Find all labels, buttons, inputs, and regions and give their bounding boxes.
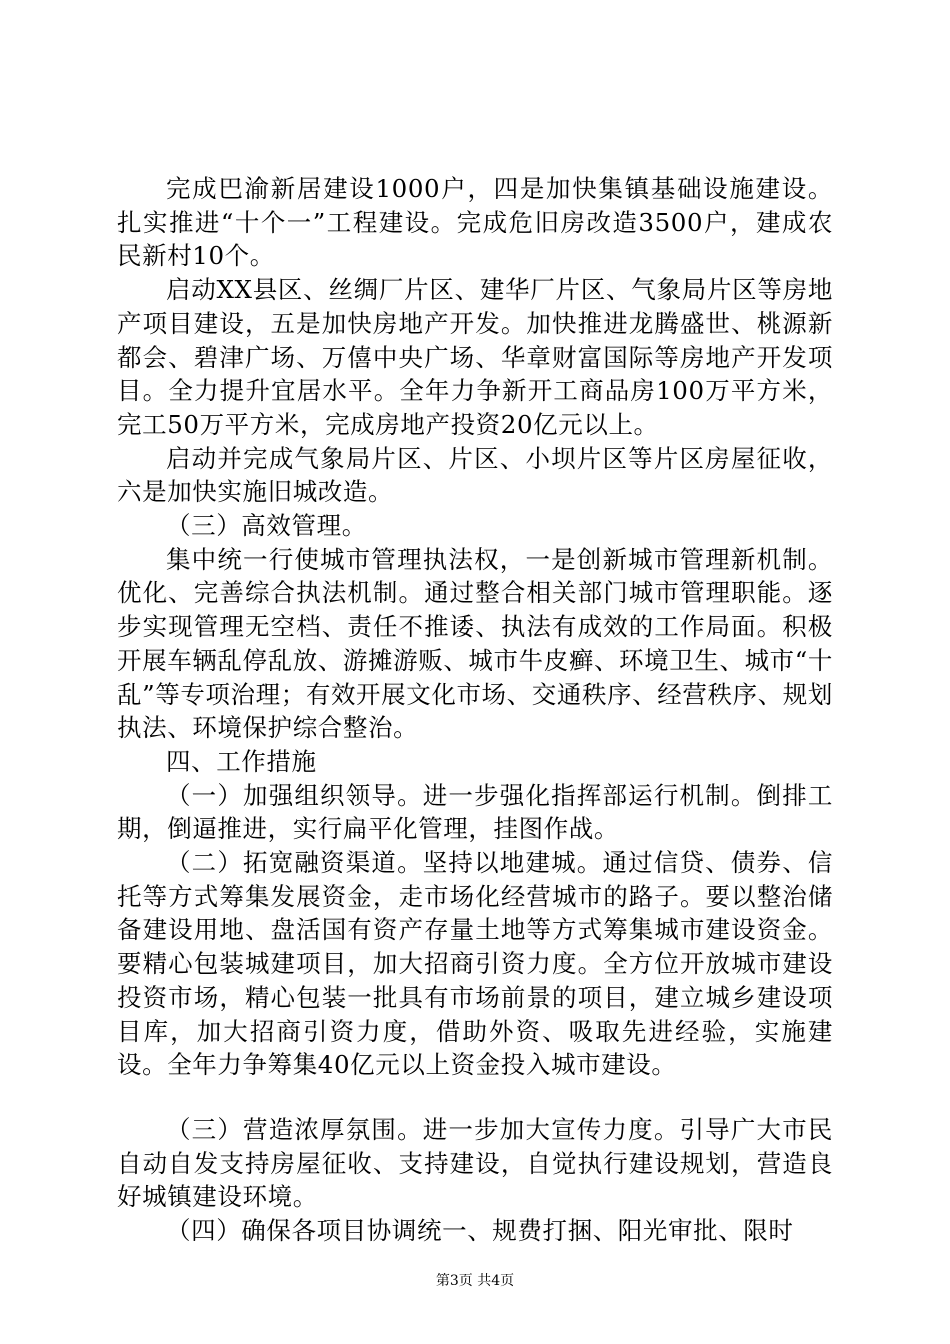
- paragraph-5: 集中统一行使城市管理执法权，一是创新城市管理新机制。优化、完善综合执法机制。通过整合相关部门城市管理职能。逐步实现管理无空档、责任不推诿、执法有成效的工作局面。积极开展车辆乱停乱放、游摊游贩、城市牛皮癣、环境卫生、城市“十乱”等专项治理；有效开展文化市场、交通秩序、经营秩序、规划执法、环境保护综合整治。: [117, 544, 833, 743]
- page-footer: 第3页 共4页: [435, 1273, 515, 1289]
- paragraph-2: 启动XX县区、丝绸厂片区、建华厂片区、气象局片区等房地产项目建设，五是加快房地产开发。加快推进龙腾盛世、桃源新都会、碧津广场、万僖中央广场、华章财富国际等房地产开发项目。全力提升宜居水平。全年力争新开工商品房100万平方米，完工50万平方米，完成房地产投资20亿元以上。: [117, 275, 833, 439]
- section-heading-efficient-management: （三）高效管理。: [166, 511, 367, 541]
- section-heading-work-measures: 四、工作措施: [166, 746, 317, 776]
- document-body: [117, 172, 833, 1248]
- paragraph-1: 完成巴渝新居建设1000户，四是加快集镇基础设施建设。扎实推进“十个一”工程建设。完成危旧房改造3500户，建成农民新村10个。: [117, 174, 833, 271]
- paragraph-3: 启动并完成气象局片区、片区、小坝片区等片区房屋征收，六是加快实施旧城改造。: [117, 443, 833, 507]
- paragraph-7: （一）加强组织领导。进一步强化指挥部运行机制。倒排工期，倒逼推进，实行扁平化管理，挂图作战。: [117, 780, 833, 844]
- paragraph-8: （二）拓宽融资渠道。坚持以地建城。通过信贷、债券、信托等方式筹集发展资金，走市场化经营城市的路子。要以整治储备建设用地、盘活国有资产存量土地等方式筹集城市建设资金。要精心包装城建项目，加大招商引资力度。全方位开放城市建设投资市场，精心包装一批具有市场前景的项目，建立城乡建设项目库，加大招商引资力度，借助外资、吸取先进经验，实施建设。全年力争筹集40亿元以上资金投入城市建设。: [117, 848, 833, 1080]
- paragraph-10: （四）确保各项目协调统一、规费打捆、阳光审批、限时: [166, 1216, 794, 1246]
- paragraph-9: （三）营造浓厚氛围。进一步加大宣传力度。引导广大市民自动自发支持房屋征收、支持建设，自觉执行建设规划，营造良好城镇建设环境。: [117, 1114, 833, 1212]
